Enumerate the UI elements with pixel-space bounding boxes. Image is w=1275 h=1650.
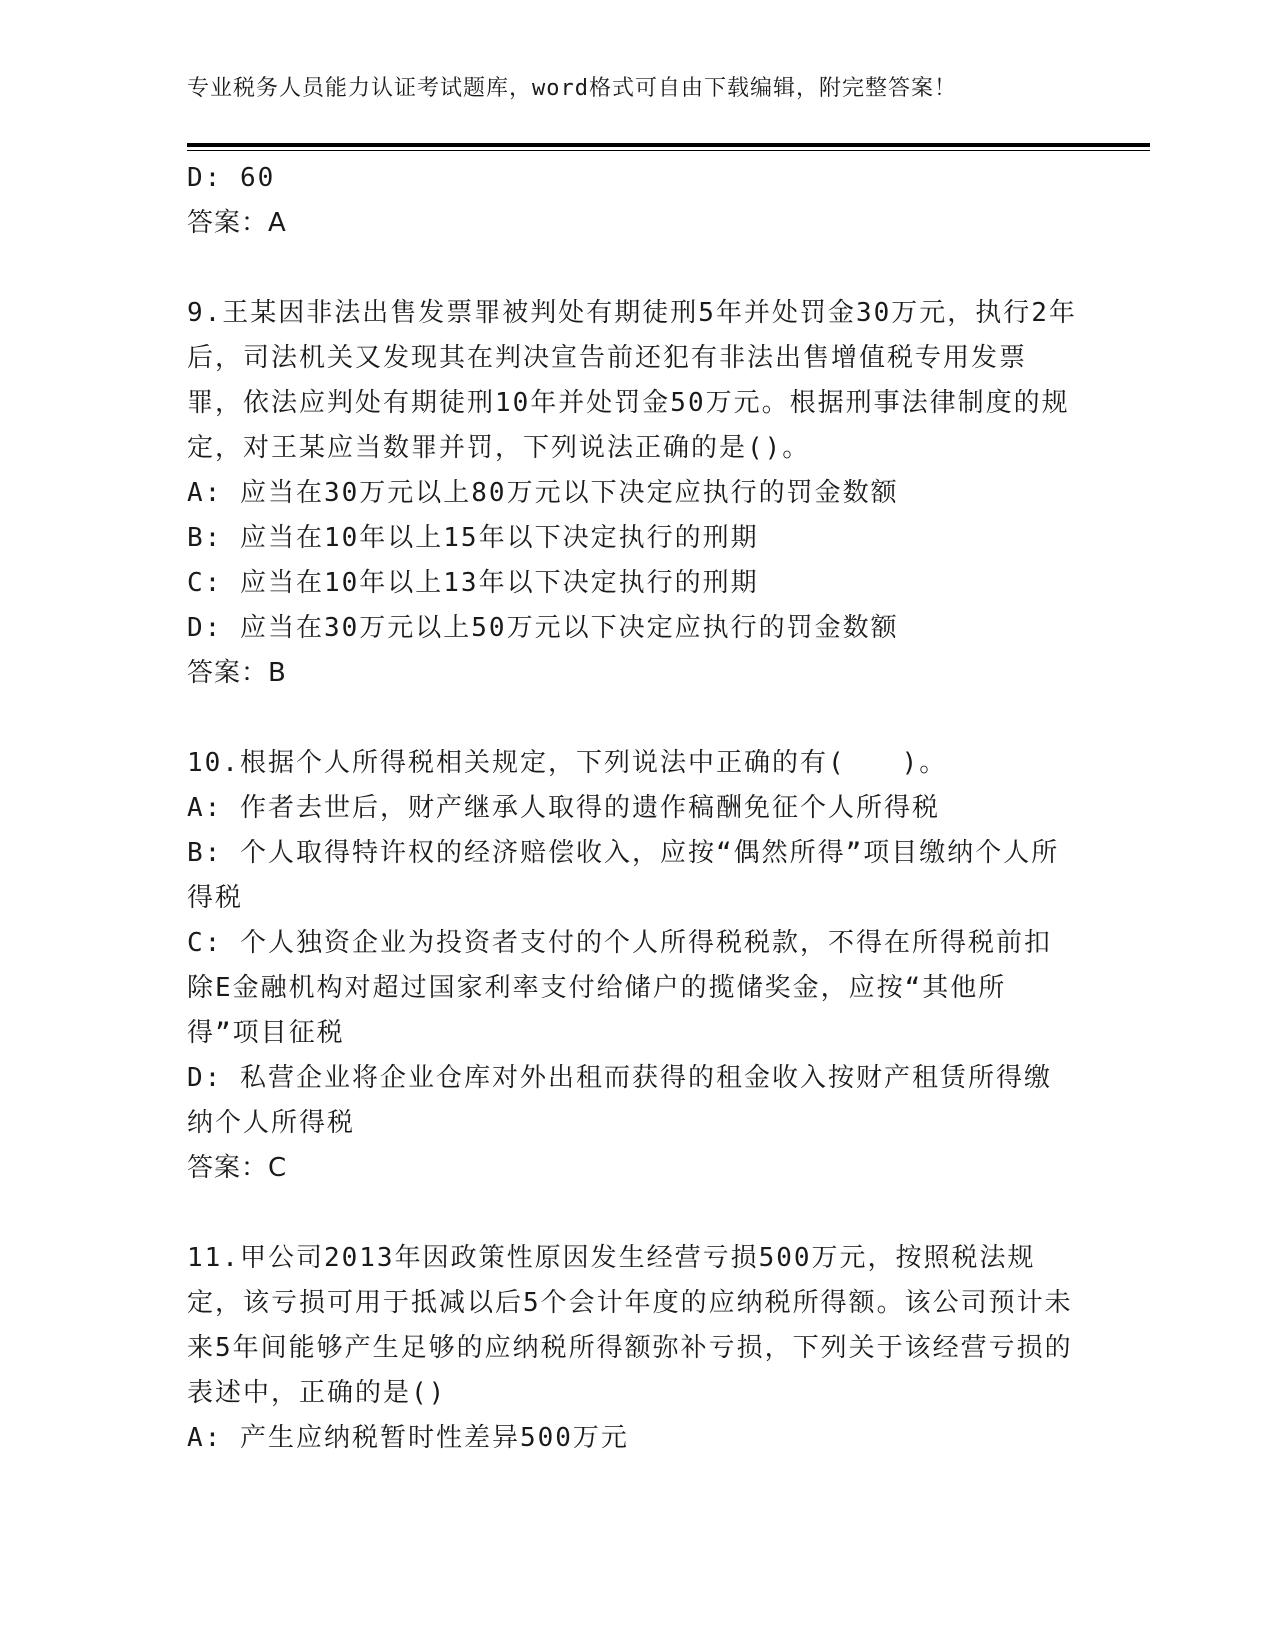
answer: 答案：A [187, 208, 287, 238]
question-10-answer: 答案：C [187, 1153, 288, 1183]
question-10-option-b: B: 个人取得特许权的经济赔偿收入，应按“偶然所得”项目缴纳个人所得税 [187, 838, 1060, 913]
spacer [187, 696, 1077, 741]
question-10-stem: 10.根据个人所得税相关规定，下列说法中正确的有( )。 [187, 748, 948, 778]
header-divider-thin [187, 150, 1150, 151]
spacer [187, 1191, 1077, 1236]
spacer [187, 246, 1077, 291]
option-d: D: 60 [187, 163, 276, 193]
header-divider [187, 143, 1150, 147]
question-9-option-d: D: 应当在30万元以上50万元以下决定应执行的罚金数额 [187, 613, 899, 643]
question-10-option-c: C: 个人独资企业为投资者支付的个人所得税税款，不得在所得税前扣除E金融机构对超过国家利率支付给储户的揽储奖金，应按“其他所得”项目征税 [187, 928, 1052, 1048]
question-9-option-b: B: 应当在10年以上15年以下决定执行的刑期 [187, 523, 759, 553]
document-body [187, 156, 1077, 1461]
question-11-stem: 11.甲公司2013年因政策性原因发生经营亏损500万元，按照税法规定，该亏损可用于抵减以后5个会计年度的应纳税所得额。该公司预计未来5年间能够产生足够的应纳税所得额弥补亏损，下列关于该经营亏损的表述中，正确的是() [187, 1243, 1073, 1408]
question-9-answer: 答案：B [187, 658, 287, 688]
question-10-option-a: A: 作者去世后，财产继承人取得的遗作稿酬免征个人所得税 [187, 793, 940, 823]
page-header: 专业税务人员能力认证考试题库，word格式可自由下载编辑，附完整答案！ [187, 76, 957, 101]
question-9-option-c: C: 应当在10年以上13年以下决定执行的刑期 [187, 568, 759, 598]
question-10-option-d: D: 私营企业将企业仓库对外出租而获得的租金收入按财产租赁所得缴纳个人所得税 [187, 1063, 1052, 1138]
question-11-option-a: A: 产生应纳税暂时性差异500万元 [187, 1423, 629, 1453]
question-9-stem: 9.王某因非法出售发票罪被判处有期徒刑5年并处罚金30万元，执行2年后，司法机关又发现其在判决宣告前还犯有非法出售增值税专用发票罪，依法应判处有期徒刑10年并处罚金50万元。根据刑事法律制度的规定，对王某应当数罪并罚，下列说法正确的是()。 [187, 298, 1077, 463]
question-9-option-a: A: 应当在30万元以上80万元以下决定应执行的罚金数额 [187, 478, 899, 508]
